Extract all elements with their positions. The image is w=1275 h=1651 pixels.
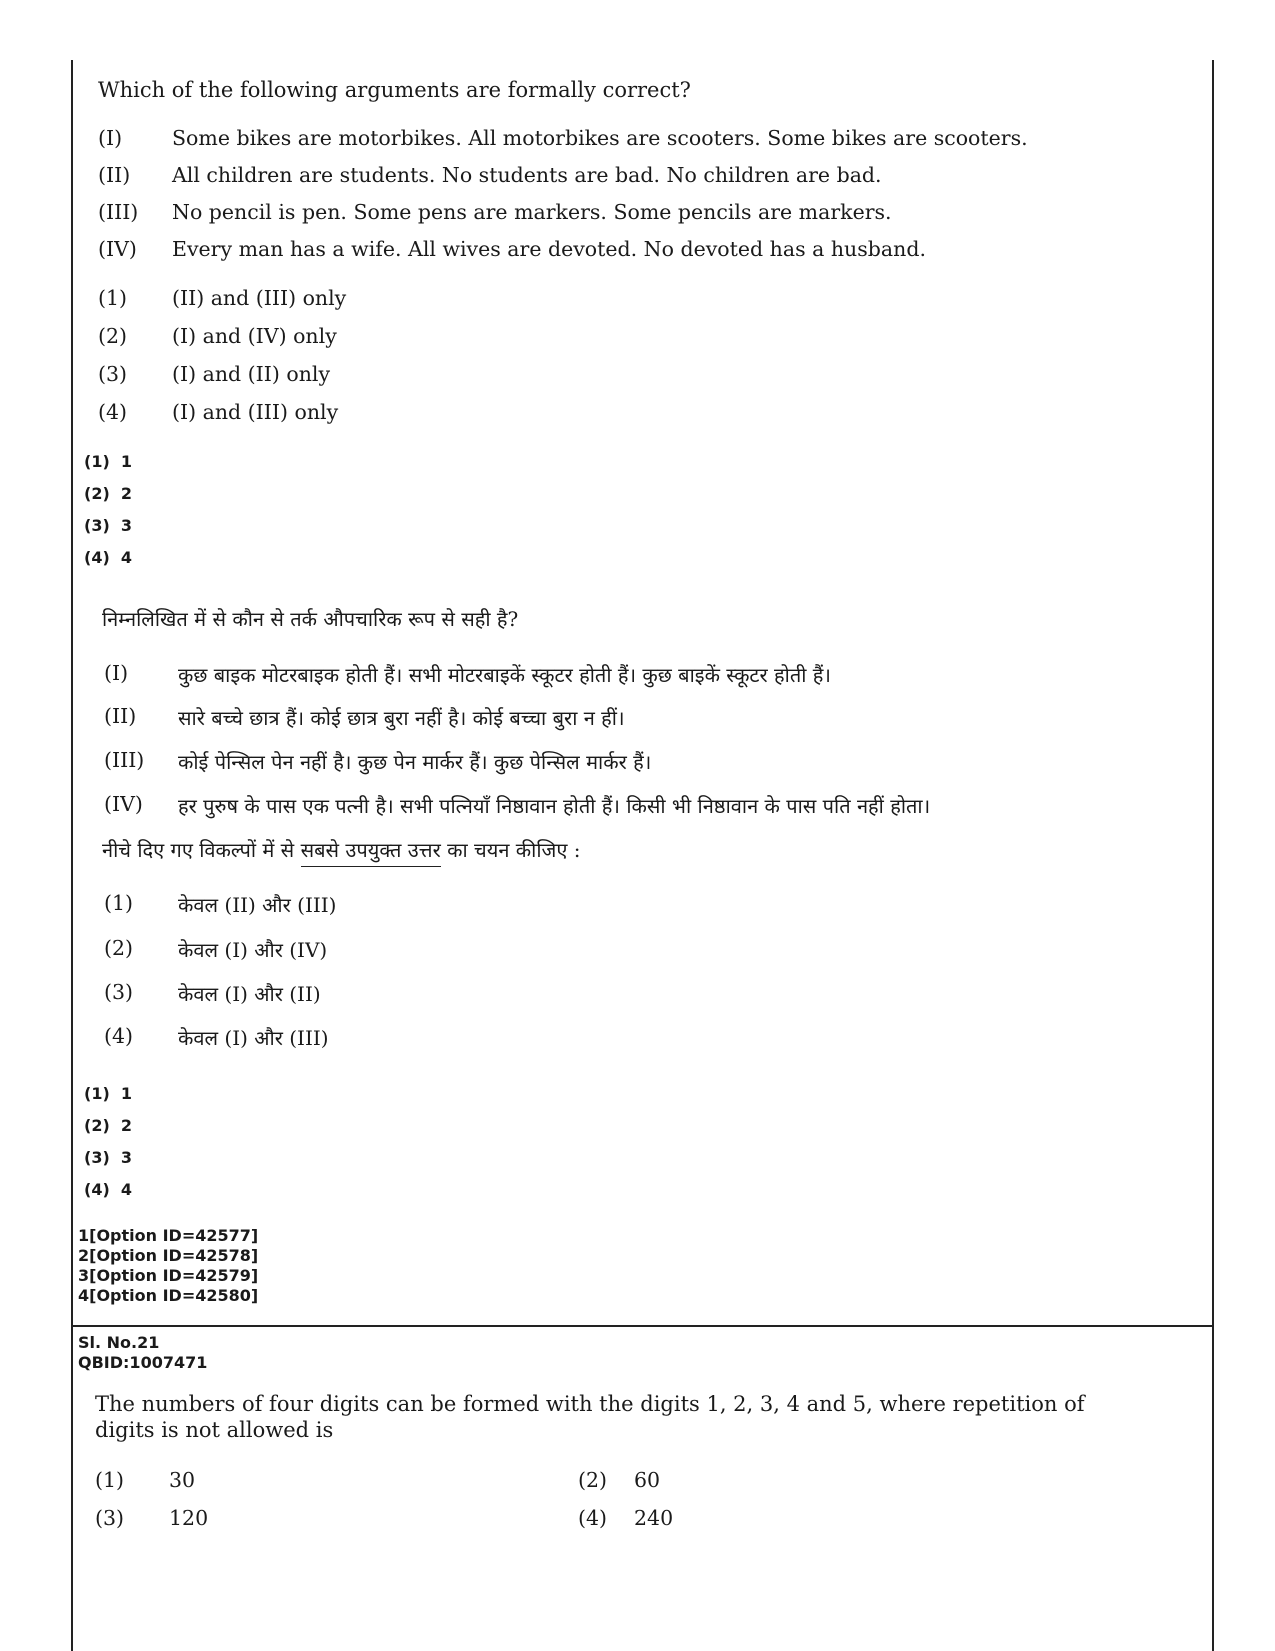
option-text: (I) and (III) only xyxy=(172,400,339,424)
statement-num: (III) xyxy=(104,748,145,772)
statement-num: (IV) xyxy=(104,792,143,816)
option-text: 30 xyxy=(169,1468,196,1492)
option-text: 60 xyxy=(634,1468,661,1492)
option-id: 4[Option ID=42580] xyxy=(78,1286,259,1305)
option-text: केवल (I) और (III) xyxy=(178,1026,329,1050)
option-num: (1) xyxy=(95,1468,125,1492)
statement-num: (II) xyxy=(98,163,131,187)
statement-num: (III) xyxy=(98,200,139,224)
option-num: (3) xyxy=(95,1506,125,1530)
option-id: 1[Option ID=42577] xyxy=(78,1226,259,1245)
option-num: (3) xyxy=(98,362,128,386)
question-text-english: Which of the following arguments are formally correct? xyxy=(98,78,691,102)
option-text: (II) and (III) only xyxy=(172,286,347,310)
option-text: (I) and (IV) only xyxy=(172,324,337,348)
question-text-line2: digits is not allowed is xyxy=(95,1418,334,1442)
option-num: (3) xyxy=(104,980,134,1004)
option-num: (4) xyxy=(578,1506,608,1530)
statement-text: कुछ बाइक मोटरबाइक होती हैं। सभी मोटरबाइकें स्कूटर होती हैं। कुछ बाइकें स्कूटर होती हैं। xyxy=(178,663,831,687)
option-id: 3[Option ID=42579] xyxy=(78,1266,259,1285)
page-left-border xyxy=(71,60,73,1651)
instruction-emphasis: सबसे उपयुक्त उत्तर xyxy=(301,838,441,867)
option-text: केवल (I) और (II) xyxy=(178,982,321,1006)
option-num: (4) xyxy=(104,1024,134,1048)
option-num: (2) xyxy=(578,1468,608,1492)
statement-num: (II) xyxy=(104,704,137,728)
option-text: (I) and (II) only xyxy=(172,362,331,386)
statement-text: सारे बच्चे छात्र हैं। कोई छात्र बुरा नहीं है। कोई बच्चा बुरा न हीं। xyxy=(178,706,625,730)
instruction-suffix: का चयन कीजिए : xyxy=(440,838,581,862)
option-text: 120 xyxy=(169,1506,209,1530)
serial-number: Sl. No.21 xyxy=(78,1333,160,1352)
option-num: (1) xyxy=(104,891,134,915)
answer-key: (4) 4 xyxy=(84,548,133,567)
page-right-border xyxy=(1212,60,1214,1651)
answer-key: (4) 4 xyxy=(84,1180,133,1199)
statement-text: All children are students. No students are bad. No children are bad. xyxy=(172,163,882,187)
option-num: (1) xyxy=(98,286,128,310)
question-meta xyxy=(78,1333,207,1373)
question-text-line1: The numbers of four digits can be formed with the digits 1, 2, 3, 4 and 5, where repetition of xyxy=(95,1392,1085,1416)
instruction-text xyxy=(102,836,581,863)
answer-key: (3) 3 xyxy=(84,1148,133,1167)
option-id-list xyxy=(78,1226,258,1306)
statement-num: (I) xyxy=(98,126,123,150)
answer-key: (2) 2 xyxy=(84,484,133,503)
answer-key: (2) 2 xyxy=(84,1116,133,1135)
statement-text: हर पुरुष के पास एक पत्नी है। सभी पत्नियाँ निष्ठावान होती हैं। किसी भी निष्ठावान के पास पति नहीं होता। xyxy=(178,794,931,818)
answer-key: (1) 1 xyxy=(84,1084,133,1103)
option-num: (4) xyxy=(98,400,128,424)
option-text: 240 xyxy=(634,1506,674,1530)
option-num: (2) xyxy=(98,324,128,348)
qbid: QBID:1007471 xyxy=(78,1353,208,1372)
statement-text: कोई पेन्सिल पेन नहीं है। कुछ पेन मार्कर हैं। कुछ पेन्सिल मार्कर हैं। xyxy=(178,750,652,774)
statement-text: Every man has a wife. All wives are devoted. No devoted has a husband. xyxy=(172,237,926,261)
statement-num: (I) xyxy=(104,661,129,685)
option-text: केवल (I) और (IV) xyxy=(178,938,328,962)
option-num: (2) xyxy=(104,936,134,960)
statement-num: (IV) xyxy=(98,237,137,261)
statement-text: Some bikes are motorbikes. All motorbikes are scooters. Some bikes are scooters. xyxy=(172,126,1028,150)
instruction-prefix: नीचे दिए गए विकल्पों में से xyxy=(102,838,301,862)
answer-key: (3) 3 xyxy=(84,516,133,535)
option-id: 2[Option ID=42578] xyxy=(78,1246,259,1265)
statement-text: No pencil is pen. Some pens are markers. Some pencils are markers. xyxy=(172,200,892,224)
answer-key: (1) 1 xyxy=(84,452,133,471)
option-text: केवल (II) और (III) xyxy=(178,893,337,917)
question-text-hindi: निम्नलिखित में से कौन से तर्क औपचारिक रूप से सही है? xyxy=(102,607,519,631)
question-separator xyxy=(71,1325,1214,1327)
